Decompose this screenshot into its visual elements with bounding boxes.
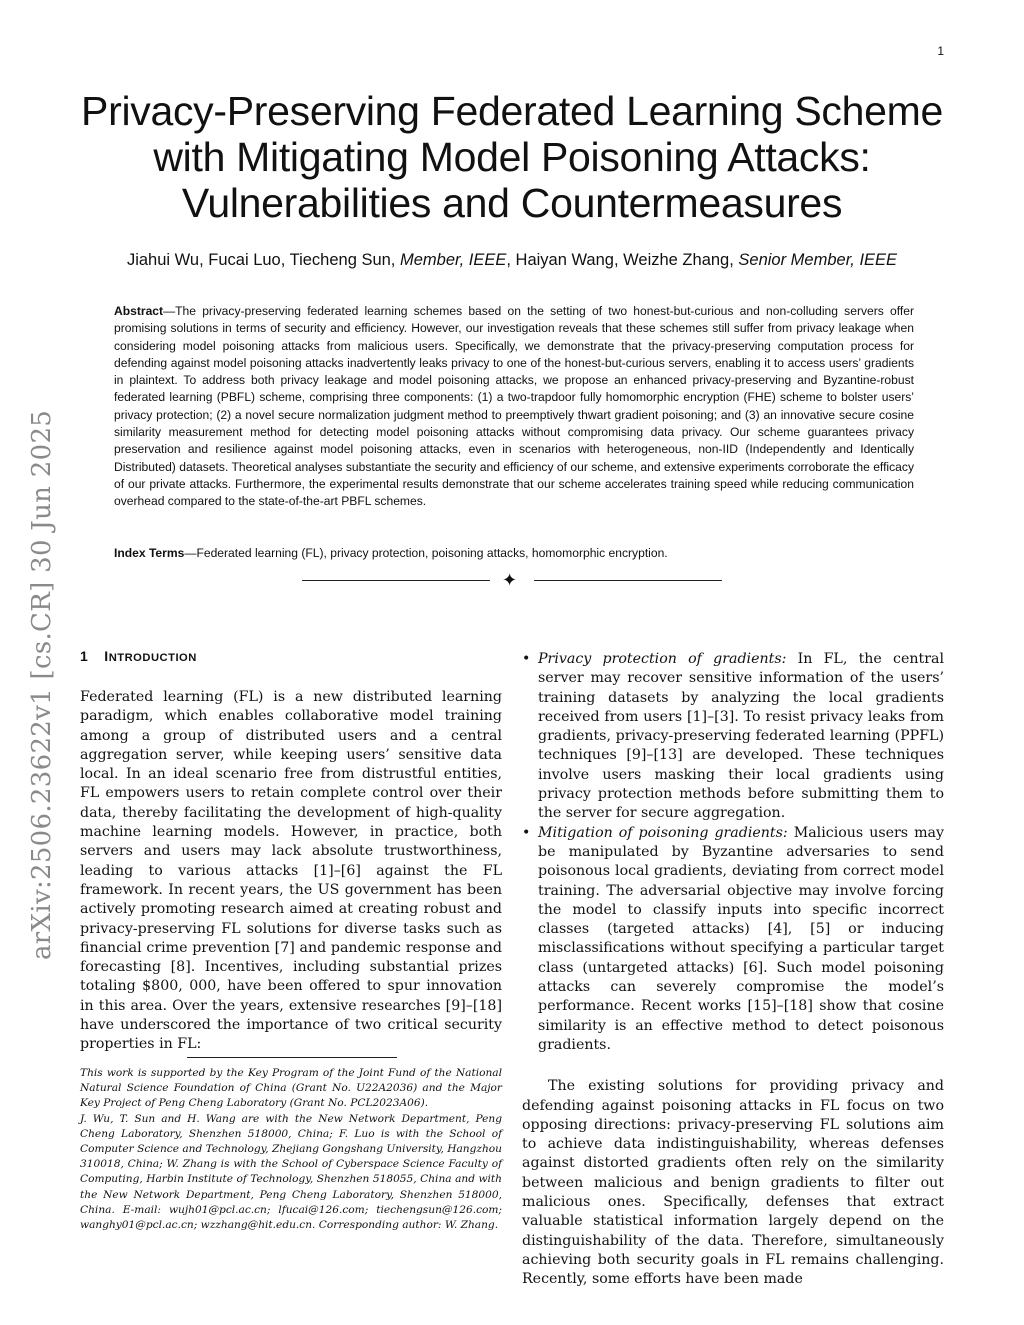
arxiv-identifier-stamp: arXiv:2506.23622v1 [cs.CR] 30 Jun 2025 — [27, 409, 57, 960]
authors-part-1: Jiahui Wu, Fucai Luo, Tiecheng Sun, — [126, 251, 400, 269]
footnote-rule — [187, 1057, 397, 1058]
page-number: 1 — [937, 44, 944, 58]
section-heading — [80, 648, 502, 664]
authors-part-2: , Haiyan Wang, Weizhe Zhang, — [506, 251, 739, 269]
index-terms-label: Index Terms — [114, 546, 185, 560]
left-column — [80, 648, 502, 1055]
list-item — [522, 824, 944, 1056]
bullet-icon: • — [522, 651, 531, 667]
abstract — [114, 303, 914, 511]
index-terms-text: —Federated learning (FL), privacy protection, poisoning attacks, homomorphic encryption. — [184, 546, 668, 560]
right-column — [522, 650, 944, 1290]
bullet-text: In FL, the central server may recover sensitive information of the users’ training datasets by analyzing the local gradients received from users [1]–[3]. To resist privacy leaks from gradients, privacy-preserving federated learning (PPFL) techniques [9]–[13] are developed. These techniques involve users masking their local gradients using privacy protection methods before submitting them to the server for secure aggregation. — [538, 651, 945, 822]
index-terms — [114, 545, 914, 562]
funding-footnote: This work is supported by the Key Program of the Joint Fund of the National Natural Science Foundation of China (Grant No. U22A2036) and the Major Key Project of Peng Cheng Laboratory (Grant No. PCL2023A06). — [80, 1067, 502, 1110]
author-role-2: Senior Member, IEEE — [738, 251, 898, 269]
paper-title — [60, 88, 964, 226]
section-divider — [302, 570, 722, 592]
section-title-initial: I — [104, 648, 109, 664]
author-role-1: Member, IEEE — [399, 251, 507, 269]
list-item — [522, 650, 944, 824]
abstract-text: —The privacy-preserving federated learning schemes based on the setting of two honest-but-curious and non-colluding servers offer promising solutions in terms of security and efficiency. However, our investigation reveals that these schemes still suffer from privacy leakage when considering model poisoning attacks from malicious users. Specifically, we demonstrate that the privacy-preserving computation process for defending against model poisoning attacks inadvertently leaks privacy to one of the honest-but-curious servers, enabling it to access users’ gradients in plaintext. To address both privacy leakage and model poisoning attacks, we propose an enhanced privacy-preserving and Byzantine-robust federated learning (PBFL) scheme, comprising three components: (1) a two-trapdoor fully homomorphic encryption (FHE) scheme to bolster users’ privacy protection; (2) a novel secure normalization judgment method to preemptively thwart gradient poisoning; and (3) an innovative secure cosine similarity measurement method for detecting model poisoning attacks without compromising data privacy. Our scheme guarantees privacy preservation and resilience against model poisoning attacks, even in scenarios with heterogeneous, non-IID (Independently and Identically Distributed) datasets. Theoretical analyses substantiate the security and efficiency of our scheme, and extensive experiments corroborate the efficacy of our private attacks. Furthermore, the experimental results demonstrate that our scheme accelerates training speed while reducing communication overhead compared to the state-of-the-art PBFL schemes. — [114, 304, 914, 509]
footnotes — [80, 1066, 502, 1233]
divider-line-left — [302, 580, 490, 581]
bullet-icon: • — [522, 824, 531, 841]
author-list — [60, 250, 964, 270]
bullet-text: Malicious users may be manipulated by Byzantine adversaries to send poisonous local gradients, deviating from correct model training. The adversarial objective may involve forcing the model to classify inputs into specific incorrect classes (targeted attacks) [4], [5] or inducing misclassifications without specifying a particular target class (untargeted attacks) [6]. Such model poisoning attacks can severely compromise the model’s performance. Recent works [15]–[18] show that cosine similarity is an effective method to detect poisonous gradients. — [538, 824, 945, 1053]
title-line-3: Vulnerabilities and Countermeasures — [181, 180, 843, 226]
abstract-label: Abstract — [114, 304, 164, 318]
divider-line-right — [534, 580, 722, 581]
title-line-2: with Mitigating Model Poisoning Attacks: — [153, 134, 871, 180]
section-number: 1 — [80, 648, 89, 664]
bullet-label: Privacy protection of gradients: — [538, 651, 787, 667]
section-title-rest: NTRODUCTION — [108, 652, 197, 664]
right-column-paragraph: The existing solutions for providing privacy and defending against poisoning attacks in FL focus on two opposing directions: privacy-preserving FL solutions aim to achieve data indistinguishability, whereas defenses against distorted gradients often rely on the similarity between malicious and benign gradients to filter out malicious ones. Specifically, defenses that extract valuable statistical information largely depend on the distinguishability of the data. Therefore, simultaneously achieving both security goals in FL remains challenging. Recently, some efforts have been made — [522, 1078, 944, 1288]
security-properties-list — [522, 650, 944, 1055]
intro-paragraph: Federated learning (FL) is a new distributed learning paradigm, which enables collaborative model training among a group of distributed users and a central aggregation server, while keeping users’ sensitive data local. In an ideal scenario free from distrustful entities, FL empowers users to retain complete control over their data, thereby facilitating the development of high-quality machine learning models. However, in practice, both servers and users may lack absolute trustworthiness, leading to various attacks [1]–[6] against the FL framework. In recent years, the US government has been actively promoting research aimed at creating robust and privacy-preserving FL solutions for diverse tasks such as financial crime prevention [7] and pandemic response and forecasting [8]. Incentives, including substantial prizes totaling $800, 000, have been offered to spur innovation in this area. Over the years, extensive researches [9]–[18] have underscored the importance of two critical security properties in FL: — [80, 689, 502, 1053]
divider-star-icon: ✦ — [502, 570, 518, 590]
title-line-1: Privacy-Preserving Federated Learning Scheme — [81, 88, 943, 134]
bullet-label: Mitigation of poisoning gradients: — [538, 824, 788, 841]
affiliation-footnote: J. Wu, T. Sun and H. Wang are with the New Network Department, Peng Cheng Laboratory, Shenzhen 518000, China; F. Luo is with the School of Computer Science and Technology, Zhejiang Gongshang University, Hangzhou 310018, China; W. Zhang is with the School of Cyberspace Science Faculty of Computing, Harbin Institute of Technology, Shenzhen 518055, China and with the New Network Department, Peng Cheng Laboratory, Shenzhen 518000, China. E-mail: wujh01@pcl.ac.cn; lfucai@126.com; tiechengsun@126.com; wanghy01@pcl.ac.cn; wzzhang@hit.edu.cn. Corresponding author: W. Zhang. — [80, 1112, 502, 1232]
